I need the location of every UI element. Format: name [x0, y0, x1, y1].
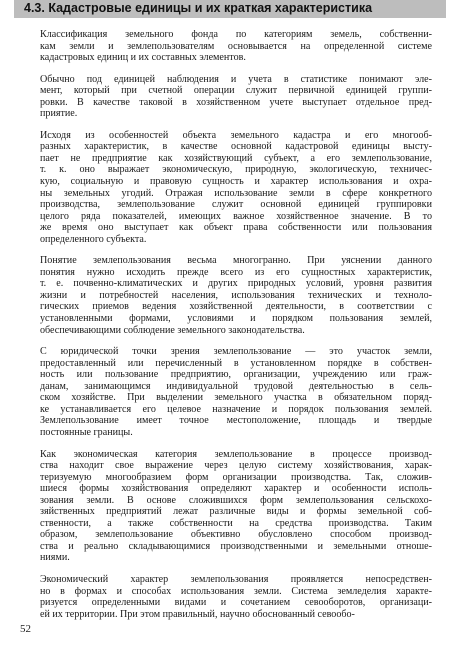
text-line: образом, землепользование объективно обусловлено способом производ- — [40, 529, 432, 541]
text-line: понятия нужно исходить прежде всего из его сущностных характеристик, — [40, 266, 432, 278]
text-line: т. к. оно выражает экономическую, природную, экологическую, техничес- — [40, 164, 432, 176]
paragraph — [26, 346, 432, 438]
paragraph — [26, 29, 432, 64]
text-line: кам земли и землепользователям основывается на определенной системе — [40, 40, 432, 52]
text-line: Исходя из особенностей объекта земельного кадастра и его многооб- — [40, 129, 432, 141]
text-line: Как экономическая категория землепользование в процессе производ- — [40, 448, 432, 460]
text-line: данам, занимающимся индивидуальной трудовой деятельностью в сель- — [40, 380, 432, 392]
body-text — [26, 29, 432, 630]
text-line: разных характеристик, в качестве основной кадастровой единицы высту- — [40, 141, 432, 153]
text-line: т. е. почвенно-климатических и других природных условий, уровня развития — [40, 278, 432, 290]
text-line: постоянные границы. — [40, 426, 133, 438]
text-line: кую, социальную и правовую сущность и характер использования и охра- — [40, 176, 432, 188]
text-line: гических приемов ведения хозяйственной деятельности, в соответствии с — [40, 301, 432, 313]
text-line: ны земельных угодий. Отражая использование земли в сфере конкретного — [40, 187, 432, 199]
paragraph — [26, 130, 432, 245]
text-line: С юридической точки зрения землепользование — это участок земли, — [40, 346, 432, 358]
text-line: ском хозяйстве. При выделении земельного участка в обязательном поряд- — [40, 392, 432, 404]
text-line: ниями. — [40, 552, 70, 564]
text-line: зяйственных предприятий лежат различные виды и формы земельной соб- — [40, 506, 432, 518]
text-line: мент, который при счетной операции служит первичной единицей группи- — [40, 85, 432, 97]
text-line: целого ряда показателей, имеющих важное хозяйственное значение. В то — [40, 210, 432, 222]
text-line: ей их территории. При этом правильный, научно обоснованный севообо- — [40, 608, 355, 620]
text-line: производства, землепользование служит основной единицей группировки — [40, 199, 432, 211]
text-line: зования земли. В основе сложившихся форм землепользования сельскохо- — [40, 494, 432, 506]
text-line: ства находит свое выражение через целую систему хозяйствования, харак- — [40, 460, 432, 472]
paragraph — [26, 255, 432, 336]
text-line: ства и реально складывающимися производственными и земельными отноше- — [40, 540, 432, 552]
text-line: ность или пользование предприятию, организации, учреждению или граж- — [40, 369, 432, 381]
text-line: Понятие землепользования весьма многогранно. При уяснении данного — [40, 255, 432, 267]
text-line: теризуемую многообразием форм организации производства. Так, сложив- — [40, 471, 432, 483]
text-line: Экономический характер землепользования проявляется непосредствен- — [40, 573, 432, 585]
text-line: ризуется определенными видами и сочетанием севооборотов, организаци- — [40, 597, 432, 609]
text-line: шиеся формы хозяйствования определяют характер и особенности исполь- — [40, 483, 432, 495]
text-line: Классификация земельного фонда по категориям земель, собственни- — [40, 29, 432, 40]
text-line: ке устанавливается его целевое назначение и порядок пользования землей. — [40, 403, 432, 415]
text-line: предоставленный или перечисленный в установленном порядке в собствен- — [40, 357, 432, 369]
text-line: же время оно выступает как объект права собственности или пользования — [40, 222, 432, 234]
text-line: установленными формами, условиями и порядком пользования землей, — [40, 313, 432, 325]
text-line: Обычно под единицей наблюдения и учета в статистике понимают эле- — [40, 73, 432, 85]
text-line: Землепользование имеет точное местоположение, площадь и твердые — [40, 415, 432, 427]
page-number: 52 — [20, 623, 31, 635]
text-line: пает не предприятие как хозяйствующий субъект, а его землепользование, — [40, 152, 432, 164]
paragraph — [26, 449, 432, 564]
paragraph — [26, 574, 432, 620]
text-line: ровки. В качестве таковой в хозяйственном учете выступает отдельное пред- — [40, 96, 432, 108]
text-line: определенного субъекта. — [40, 233, 147, 245]
paragraph — [26, 74, 432, 120]
text-line: но в формах и способах использования земли. Система земледелия характе- — [40, 585, 432, 597]
section-title: 4.3. Кадастровые единицы и их краткая характеристика — [24, 1, 373, 15]
text-line: приятие. — [40, 108, 78, 120]
text-line: ственности, а также собственности на средства производства. Таким — [40, 517, 432, 529]
text-line: жизни и потребностей населения, использования технических и техноло- — [40, 289, 432, 301]
text-line: кадастровых единиц и их составных элементов. — [40, 52, 246, 64]
text-line: обеспечивающими соблюдение земельного законодательства. — [40, 324, 305, 336]
